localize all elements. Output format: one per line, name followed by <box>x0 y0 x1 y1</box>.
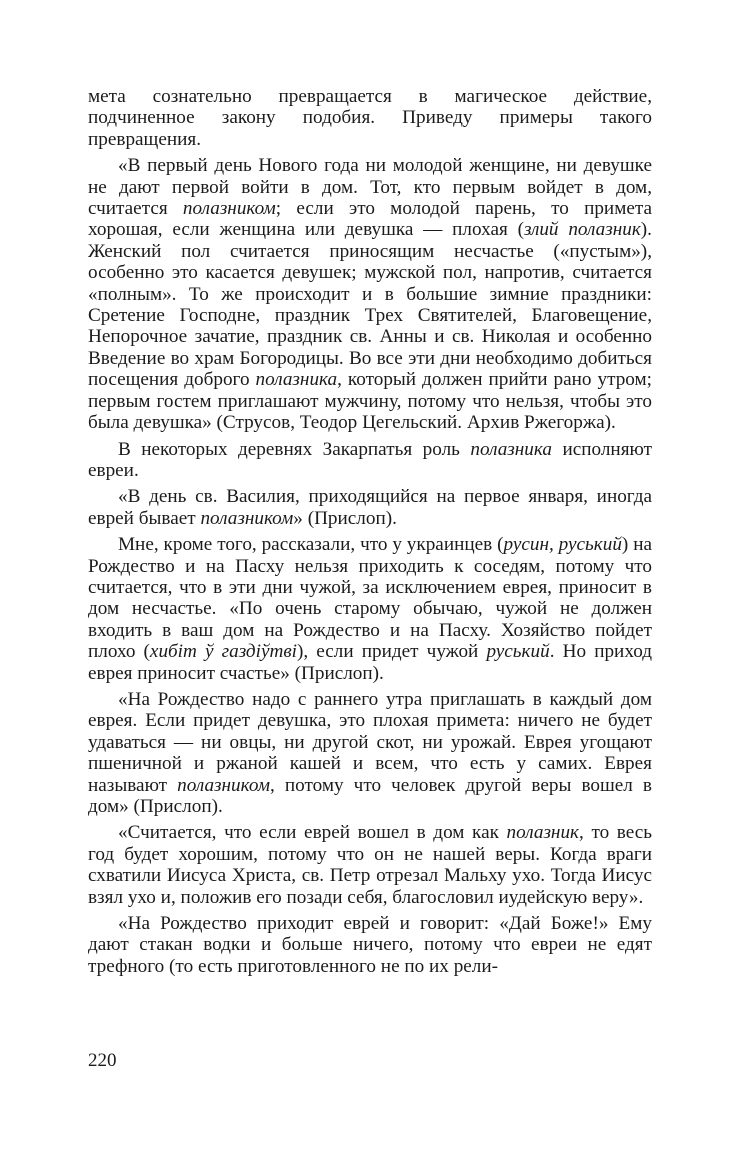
paragraph <box>88 534 652 684</box>
italic-term: полазника <box>470 438 552 460</box>
page-body <box>88 86 652 982</box>
text-run: ; если это молодой парень, то примета хорошая, если женщина или девушка — плохая ( <box>88 198 652 241</box>
text-run: » (Прислоп). <box>293 507 397 529</box>
paragraph <box>88 689 652 817</box>
italic-term: полазником <box>200 507 294 529</box>
page-number: 220 <box>88 1050 117 1071</box>
text-run: «В день св. Василия, приходящийся на первое января, иногда еврей бывает <box>88 486 652 529</box>
italic-term: полазником <box>182 198 276 220</box>
italic-term: хибіт ў газдіўтві <box>149 641 297 663</box>
text-run: «В первый день Нового года ни молодой женщине, ни девушке не дают первой войти в дом. Тот, кто первым войдет в дом, считается <box>88 155 652 220</box>
text-run: исполняют евреи. <box>88 438 652 481</box>
italic-term: полазника <box>255 369 338 391</box>
italic-term: полазник <box>506 822 580 844</box>
italic-term: злий полазник <box>523 219 641 241</box>
paragraph <box>88 822 652 908</box>
text-run: В некоторых деревнях Закарпатья роль <box>118 438 471 460</box>
italic-term: руський <box>486 641 550 663</box>
text-run: Мне, кроме того, рассказали, что у украинцев ( <box>118 534 504 556</box>
text-run: «На Рождество приходит еврей и говорит: «Дай Боже!» Ему дают стакан водки и больше ничего, потому что евреи не едят трефного (то есть приготовленного не по их рели- <box>88 913 652 977</box>
paragraph <box>88 913 652 977</box>
text-run: ). Женский пол считается приносящим несчастье («пустым»), особенно это касается девушек; мужской пол, напротив, считается «полным». То же происходит и в большие зимние праздники: Сретение Господне, праздник Трех Святителей, Благовещение, Непорочное зачатие, праздник св. Анны и св. Николая и особенно Введение во храм Богородицы. Во все эти дни необходимо добиться посещения доброго <box>88 219 652 391</box>
text-run: мета сознательно превращается в магическое действие, подчиненное закону подобия. Приведу примеры такого превращения. <box>88 86 652 150</box>
text-run: , потому что человек другой веры вошел в дом» (Прислоп). <box>88 774 652 817</box>
italic-term: полазником <box>177 774 270 796</box>
text-run: . Но приход еврея приносит счастье» (Прислоп). <box>88 641 652 684</box>
text-run: , который должен прийти рано утром; первым гостем приглашают мужчину, потому что нельзя, чтобы это была девушка» (Струсов, Теодор Цегельский. Архив Ржегоржа). <box>88 369 652 434</box>
paragraph <box>88 155 652 433</box>
text-run: «Считается, что если еврей вошел в дом как <box>118 822 507 844</box>
text-run: ), если придет чужой <box>297 641 487 663</box>
italic-term: русин, руський <box>503 534 622 556</box>
text-run: , то весь год будет хорошим, потому что он не нашей веры. Когда враги схватили Иисуса Христа, св. Петр отрезал Мальху ухо. Тогда Иисус взял ухо и, положив его позади себя, благословил иудейскую веру». <box>88 822 652 908</box>
paragraph <box>88 86 652 150</box>
paragraph <box>88 486 652 529</box>
paragraph <box>88 439 652 482</box>
text-run: ) на Рождество и на Пасху нельзя приходить к соседям, потому что считается, что в эти дни чужой, за исключением еврея, приносит в дом несчастье. «По очень старому обычаю, чужой не должен входить в ваш дом на Рождество и на Пасху. Хозяйство пойдет плохо ( <box>88 534 652 663</box>
text-run: «На Рождество надо с раннего утра приглашать в каждый дом еврея. Если придет девушка, это плохая примета: ничего не будет удаваться — ни овцы, ни другой скот, ни урожай. Еврея угощают пшеничной и ржаной кашей и всем, что есть у самих. Еврея называют <box>88 688 652 796</box>
